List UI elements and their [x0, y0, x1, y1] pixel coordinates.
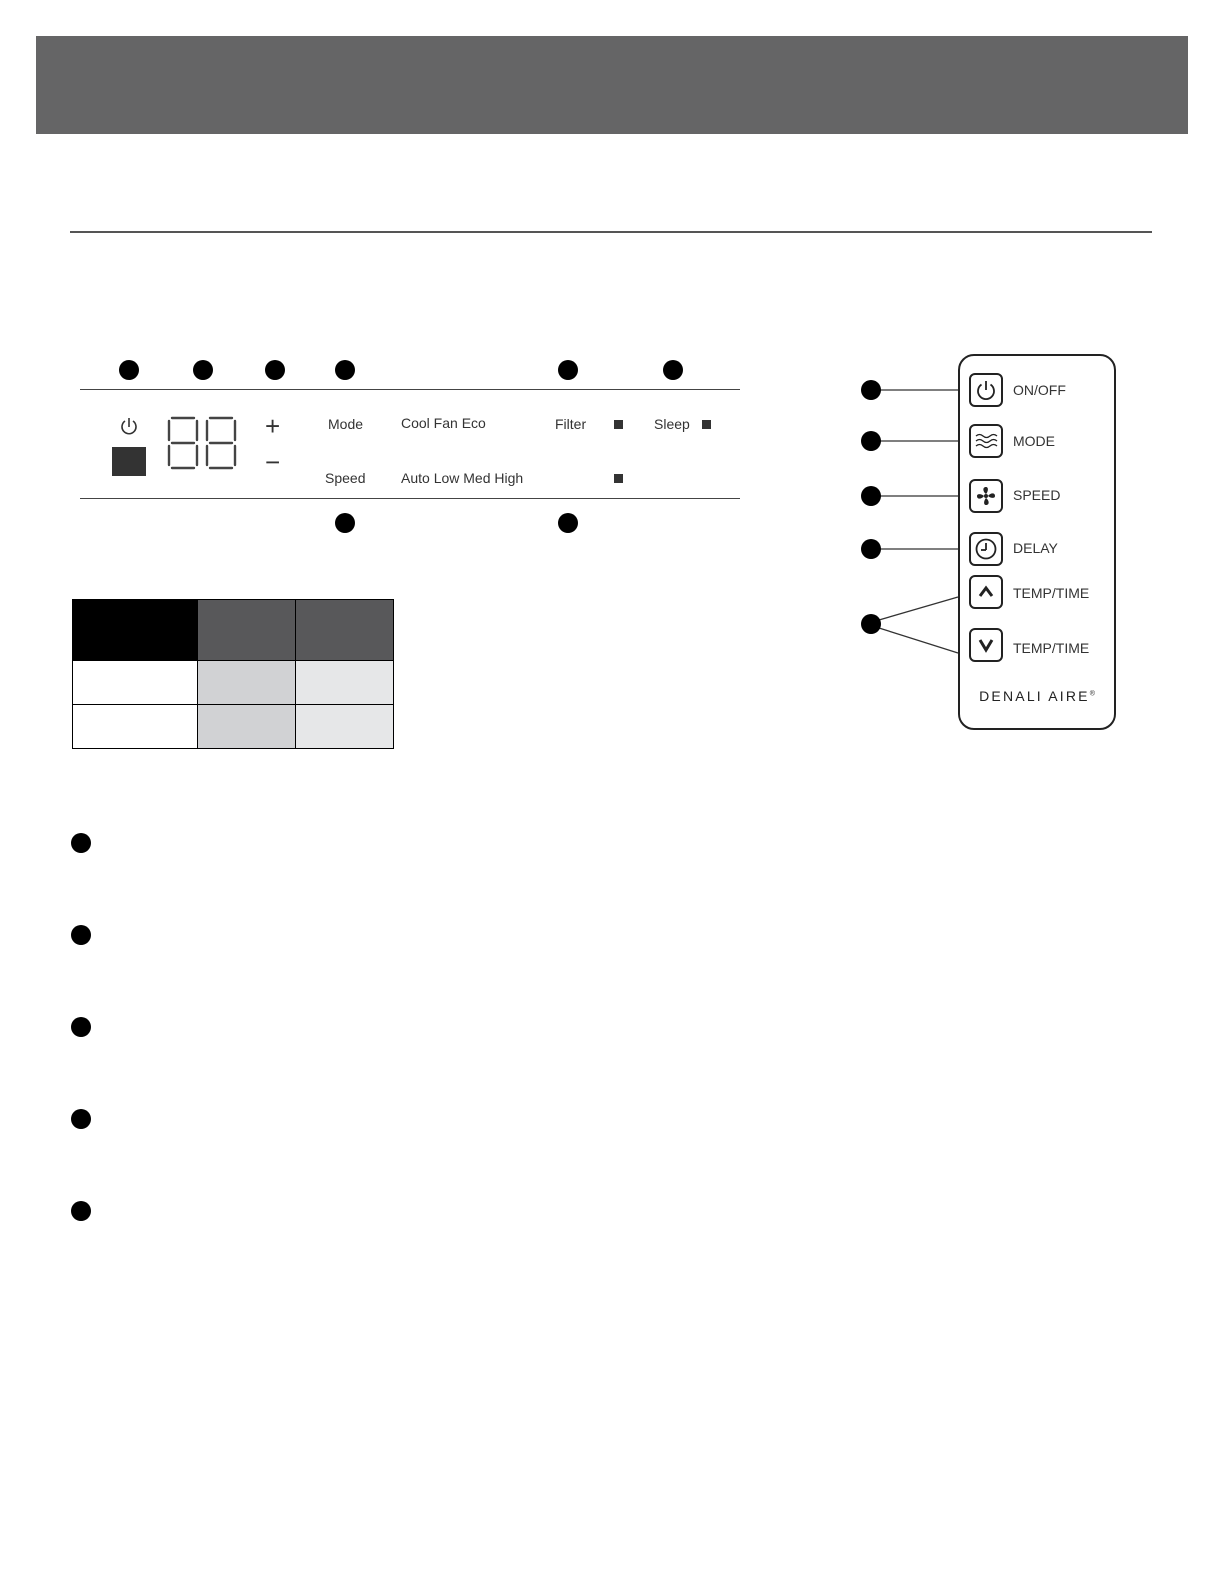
remote-speed-button[interactable]	[969, 479, 1003, 513]
remote-delay-button[interactable]	[969, 532, 1003, 566]
table-cell	[73, 705, 198, 749]
item-bullet	[71, 1017, 91, 1037]
table-header-cell	[73, 600, 198, 661]
remote-delay-label: DELAY	[1013, 540, 1058, 556]
table-row	[73, 661, 394, 705]
item-bullet	[71, 1109, 91, 1129]
item-bullet	[71, 833, 91, 853]
plus-button[interactable]: +	[265, 411, 281, 441]
remote-speed-label: SPEED	[1013, 487, 1061, 503]
table-header-row	[73, 600, 394, 661]
callout-dot	[558, 360, 578, 380]
power-icon	[119, 416, 139, 438]
remote-mode-label: MODE	[1013, 433, 1055, 449]
speed-button[interactable]: Speed	[325, 470, 366, 486]
callout-dot	[861, 614, 881, 634]
wave-icon	[973, 428, 999, 454]
filter-button[interactable]: Filter	[555, 416, 587, 432]
sleep-indicator	[702, 420, 711, 429]
callout-dot	[861, 486, 881, 506]
callout-dot	[119, 360, 139, 380]
item-bullet	[71, 1201, 91, 1221]
table-header-cell	[198, 600, 296, 661]
section-divider	[70, 231, 1152, 233]
mode-options: Cool Fan Eco	[401, 415, 486, 431]
remote-power-button[interactable]	[969, 373, 1003, 407]
remote-temp-up-button[interactable]	[969, 575, 1003, 609]
remote-temp-down-label: TEMP/TIME	[1013, 640, 1090, 656]
table-header-cell	[296, 600, 394, 661]
clock-icon	[973, 536, 999, 562]
callout-dot	[861, 539, 881, 559]
fan-icon	[973, 483, 999, 509]
table-cell	[198, 661, 296, 705]
sleep-button[interactable]: Sleep	[654, 416, 690, 432]
power-button[interactable]	[112, 447, 146, 476]
callout-dot	[265, 360, 285, 380]
remote-temp-down-button[interactable]	[969, 628, 1003, 662]
remote-temp-up-label: TEMP/TIME	[1013, 585, 1090, 601]
seven-segment-display	[165, 415, 241, 471]
callout-dot	[663, 360, 683, 380]
table-cell	[73, 661, 198, 705]
callout-dot	[335, 360, 355, 380]
speed-indicator	[614, 474, 623, 483]
callout-dot	[558, 513, 578, 533]
table-cell	[296, 661, 394, 705]
mode-button[interactable]: Mode	[328, 416, 364, 432]
callout-dot	[335, 513, 355, 533]
remote-mode-button[interactable]	[969, 424, 1003, 458]
speed-options: Auto Low Med High	[401, 470, 524, 486]
table-row	[73, 705, 394, 749]
callout-dot	[861, 431, 881, 451]
callout-dot	[861, 380, 881, 400]
table-cell	[198, 705, 296, 749]
chevron-down-icon	[973, 632, 999, 658]
minus-button[interactable]: −	[265, 447, 281, 477]
callout-dot	[193, 360, 213, 380]
table-cell	[296, 705, 394, 749]
spec-table	[72, 599, 394, 749]
filter-indicator	[614, 420, 623, 429]
chevron-up-icon	[973, 579, 999, 605]
header-band	[36, 36, 1188, 134]
remote-power-label: ON/OFF	[1013, 382, 1066, 398]
panel-top-line	[80, 389, 740, 390]
item-bullet	[71, 925, 91, 945]
panel-bottom-line	[80, 498, 740, 499]
brand-logo: DENALI AIRE®	[979, 688, 1095, 704]
power-icon	[973, 377, 999, 403]
